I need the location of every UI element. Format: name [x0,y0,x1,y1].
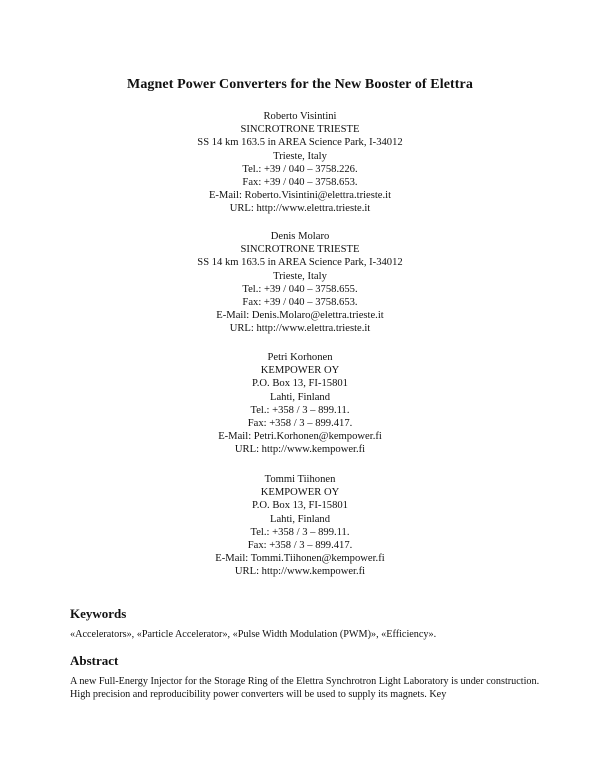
author-organization: SINCROTRONE TRIESTE [240,244,360,256]
author-url: URL: http://www.kempower.fi [234,566,366,578]
author-city: Lahti, Finland [269,391,331,403]
author-url: URL: http://www.kempower.fi [234,444,366,456]
author-city: Lahti, Finland [269,513,331,525]
abstract-heading: Abstract [70,653,119,668]
author-name: Tommi Tiihonen [264,474,336,485]
author-organization: SINCROTRONE TRIESTE [240,124,360,136]
author-email: E-Mail: Denis.Molaro@elettra.trieste.it [216,310,384,322]
author-name: Petri Korhonen [267,352,333,363]
author-fax: Fax: +39 / 040 – 3758.653. [242,297,358,309]
author-block-visintini [0,110,600,216]
paper-title: Magnet Power Converters for the New Booster of Elettra [127,77,473,92]
author-url: URL: http://www.elettra.trieste.it [229,323,371,335]
author-city: Trieste, Italy [273,270,327,282]
keywords-text: «Accelerators», «Particle Accelerator», «Pulse Width Modulation (PWM)», «Efficiency». [70,629,437,640]
author-block-molaro [0,230,600,336]
author-organization: KEMPOWER OY [260,487,340,499]
author-telephone: Tel.: +358 / 3 – 899.11. [250,526,350,538]
author-url: URL: http://www.elettra.trieste.it [229,203,371,215]
author-telephone: Tel.: +358 / 3 – 899.11. [250,404,350,416]
keywords-heading: Keywords [70,606,127,621]
author-fax: Fax: +358 / 3 – 899.417. [247,418,353,430]
author-fax: Fax: +39 / 040 – 3758.653. [242,177,358,189]
author-city: Trieste, Italy [273,150,327,162]
author-telephone: Tel.: +39 / 040 – 3758.655. [242,283,358,295]
author-block-tiihonen [0,473,600,579]
author-organization: KEMPOWER OY [260,365,340,377]
author-address: P.O. Box 13, FI-15801 [252,378,348,390]
author-email: E-Mail: Petri.Korhonen@kempower.fi [218,431,382,443]
author-name: Roberto Visintini [263,111,337,122]
author-telephone: Tel.: +39 / 040 – 3758.226. [242,163,358,175]
author-fax: Fax: +358 / 3 – 899.417. [247,540,353,552]
author-address: P.O. Box 13, FI-15801 [252,500,348,512]
author-email: E-Mail: Tommi.Tiihonen@kempower.fi [215,553,385,565]
author-email: E-Mail: Roberto.Visintini@elettra.trieste.it [208,190,392,202]
author-address: SS 14 km 163.5 in AREA Science Park, I-34012 [197,137,403,149]
author-address: SS 14 km 163.5 in AREA Science Park, I-34012 [197,257,403,269]
author-block-korhonen [0,351,600,457]
author-name: Denis Molaro [270,231,330,242]
abstract-text: A new Full-Energy Injector for the Storage Ring of the Elettra Synchrotron Light Laboratory is under construction. High precision and reproducibility power converters will be used to supply its magnets. Key [70,676,540,700]
